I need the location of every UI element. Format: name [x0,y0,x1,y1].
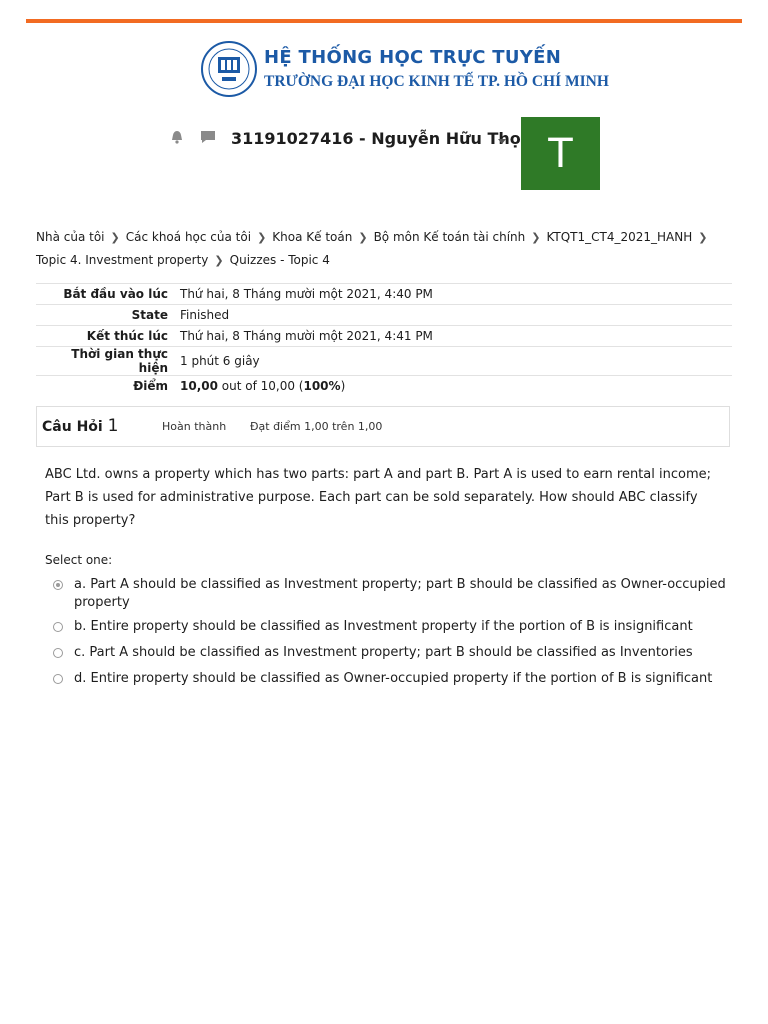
breadcrumb-item-course[interactable]: KTQT1_CT4_2021_HANH [546,230,693,244]
question-number [42,416,118,436]
radio-selected[interactable] [53,580,63,590]
chevron-right-icon: ❯ [531,231,541,244]
user-menu-row [0,117,768,191]
radio-button[interactable] [53,674,63,684]
table-row [36,305,732,326]
breadcrumb-item-topic[interactable]: Topic 4. Investment property [36,253,209,267]
chevron-right-icon: ❯ [257,231,267,244]
question-grade: Đạt điểm 1,00 trên 1,00 [250,420,383,433]
table-row [36,376,732,397]
university-seal-icon [200,40,258,98]
breadcrumb-item-faculty[interactable]: Khoa Kế toán [272,230,353,244]
avatar[interactable]: T [521,117,600,190]
radio-button[interactable] [53,648,63,658]
question-info-box [36,406,730,447]
grade-close: ) [340,379,346,393]
question-text: ABC Ltd. owns a property which has two parts: part A and part B. Part A is used to earn rental income; Part B is used for administrative purpose. Each part can be sold separately. How should ABC classify this property? [45,467,711,528]
user-menu-name[interactable]: 31191027416 - Nguyễn Hữu Thọ [231,129,521,148]
question-state: Hoàn thành [162,420,227,433]
breadcrumb-item-quiz[interactable]: Quizzes - Topic 4 [229,253,330,267]
messages-icon[interactable] [200,129,216,145]
chevron-right-icon: ❯ [698,231,708,244]
summary-value: 1 phút 6 giây [174,347,732,376]
table-row [36,326,732,347]
summary-value: Finished [174,305,732,326]
question-number-value: 1 [107,416,119,436]
answer-list [52,576,732,696]
logo-subtitle: TRƯỜNG ĐẠI HỌC KINH TẾ TP. HỒ CHÍ MINH [264,73,609,90]
answer-label: b. Entire property should be classified as Investment property if the portion of B is insignificant [74,619,693,634]
summary-label: Kết thúc lúc [36,326,174,347]
chevron-right-icon: ❯ [358,231,368,244]
breadcrumb-item-department[interactable]: Bộ môn Kế toán tài chính [373,230,526,244]
notification-bell-icon[interactable] [169,129,185,145]
table-row [36,347,732,376]
answer-option-c[interactable] [52,644,732,662]
attempt-summary-table [36,283,732,396]
grade-score: 10,00 [180,379,218,393]
chevron-down-icon[interactable] [498,139,506,144]
answer-option-b[interactable] [52,618,732,636]
summary-label: Thời gian thực hiện [36,347,174,376]
summary-value: Thứ hai, 8 Tháng mười một 2021, 4:41 PM [174,326,732,347]
logo-title: HỆ THỐNG HỌC TRỰC TUYẾN [264,47,562,68]
breadcrumb [36,226,736,272]
answer-label: c. Part A should be classified as Investment property; part B should be classified as Inventories [74,645,693,660]
table-row [36,284,732,305]
summary-value [174,376,732,397]
question-label: Câu Hỏi [42,419,103,435]
grade-outof: out of 10,00 ( [217,379,304,393]
summary-label: Bắt đầu vào lúc [36,284,174,305]
breadcrumb-item-my-courses[interactable]: Các khoá học của tôi [125,230,252,244]
answer-label: a. Part A should be classified as Investment property; part B should be classified as Owner-occupied property [74,577,726,610]
summary-label: Điểm [36,376,174,397]
radio-button[interactable] [53,622,63,632]
answer-prompt: Select one: [45,553,113,567]
answer-option-a[interactable] [52,576,732,612]
chevron-right-icon: ❯ [110,231,120,244]
summary-value: Thứ hai, 8 Tháng mười một 2021, 4:40 PM [174,284,732,305]
summary-label: State [36,305,174,326]
grade-percent: 100% [303,379,341,393]
top-accent-bar [26,19,742,23]
breadcrumb-item-home[interactable]: Nhà của tôi [36,230,105,244]
answer-label: d. Entire property should be classified as Owner-occupied property if the portion of B is significant [74,671,713,686]
chevron-right-icon: ❯ [214,254,224,267]
answer-option-d[interactable] [52,670,732,688]
